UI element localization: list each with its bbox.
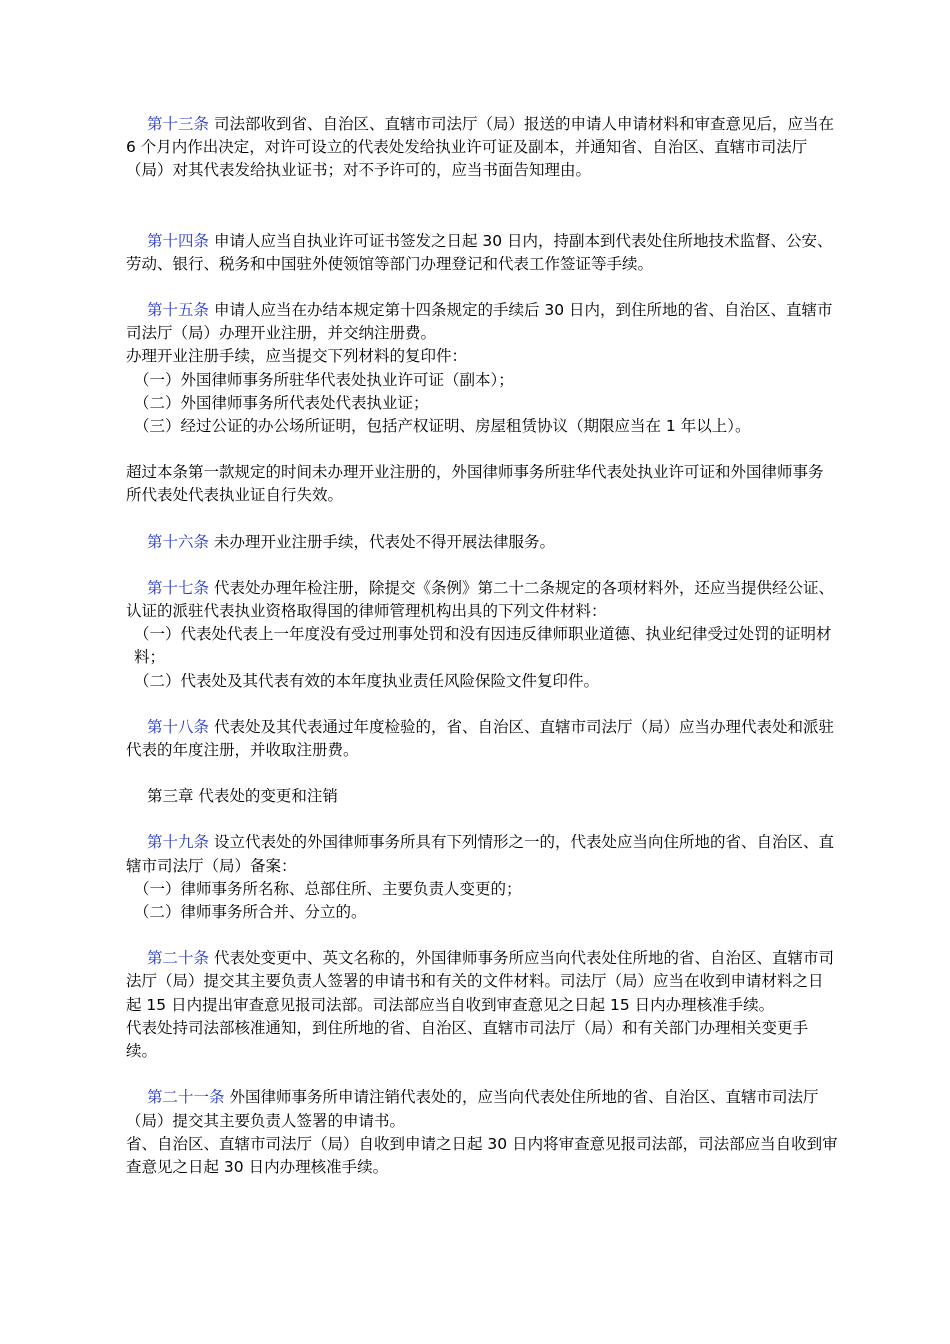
article-21-extra: 省、自治区、直辖市司法厅（局）自收到申请之日起 30 日内将审查意见报司法部，司法部应当自收到审查意见之日起 30 日内办理核准手续。 bbox=[126, 1134, 838, 1176]
article-label: 第十三条 bbox=[147, 115, 210, 133]
list-item: （一）律师事务所名称、总部住所、主要负责人变更的； bbox=[134, 879, 522, 898]
article-15 bbox=[126, 299, 838, 345]
list-item: （一）代表处代表上一年度没有受过刑事处罚和没有因违反律师职业道德、执业纪律受过处罚的证明材料； bbox=[134, 625, 832, 667]
list-item: （二）代表处及其代表有效的本年度执业责任风险保险文件复印件。 bbox=[134, 671, 600, 690]
article-text: 代表处变更中、英文名称的，外国律师事务所应当向代表处住所地的省、自治区、直辖市司法厅（局）提交其主要负责人签署的申请书和有关的文件材料。司法厅（局）应当在收到申请材料之日起 15 日内提出审查意见报司法部。司法部应当自收到审查意见之日起 15 日内办理核准手续。 bbox=[126, 949, 834, 1014]
article-label: 第二十一条 bbox=[147, 1088, 225, 1107]
article-text: 代表处办理年检注册，除提交《条例》第二十二条规定的各项材料外，还应当提供经公证、认证的派驻代表执业资格取得国的律师管理机构出具的下列文件材料： bbox=[126, 578, 834, 621]
article-16 bbox=[126, 531, 838, 554]
article-19 bbox=[126, 831, 838, 877]
list-item: （三）经过公证的办公场所证明，包括产权证明、房屋租赁协议（期限应当在 1 年以上）。 bbox=[134, 417, 751, 436]
article-text: 代表处及其代表通过年度检验的，省、自治区、直辖市司法厅（局）应当办理代表处和派驻代表的年度注册，并收取注册费。 bbox=[126, 717, 834, 760]
document-page bbox=[126, 113, 838, 1179]
article-text: 申请人应当在办结本规定第十四条规定的手续后 30 日内，到住所地的省、自治区、直辖市司法厅（局）办理开业注册，并交纳注册费。 bbox=[126, 301, 833, 343]
article-15-extra: 超过本条第一款规定的时间未办理开业注册的，外国律师事务所驻华代表处执业许可证和外国律师事务所代表处代表执业证自行失效。 bbox=[126, 463, 824, 505]
article-14 bbox=[126, 230, 838, 276]
article-text: 申请人应当自执业许可证书签发之日起 30 日内，持副本到代表处住所地技术监督、公安、劳动、银行、税务和中国驻外使领馆等部门办理登记和代表工作签证等手续。 bbox=[126, 231, 833, 273]
article-label: 第十八条 bbox=[147, 717, 210, 736]
article-text: 外国律师事务所申请注销代表处的，应当向代表处住所地的省、自治区、直辖市司法厅（局）提交其主要负责人签署的申请书。 bbox=[126, 1088, 819, 1130]
article-label: 第十四条 bbox=[147, 231, 210, 250]
article-label: 第十九条 bbox=[147, 833, 210, 852]
article-text: 未办理开业注册手续，代表处不得开展法律服务。 bbox=[209, 532, 555, 551]
article-20-extra: 代表处持司法部核准通知，到住所地的省、自治区、直辖市司法厅（局）和有关部门办理相关变更手续。 bbox=[126, 1018, 809, 1061]
article-label: 第十七条 bbox=[147, 578, 210, 597]
article-20 bbox=[126, 947, 838, 1017]
article-label: 第二十条 bbox=[147, 949, 210, 968]
article-label: 第十六条 bbox=[147, 532, 210, 551]
article-13 bbox=[126, 113, 838, 183]
article-label: 第十五条 bbox=[147, 301, 210, 320]
article-text: 设立代表处的外国律师事务所具有下列情形之一的，代表处应当向住所地的省、自治区、直辖市司法厅（局）备案： bbox=[126, 833, 834, 875]
list-item: （二）外国律师事务所代表处代表执业证； bbox=[134, 393, 429, 412]
article-text: 司法部收到省、自治区、直辖市司法厅（局）报送的申请人申请材料和审查意见后，应当在 6 个月内作出决定，对许可设立的代表处发给执业许可证及副本，并通知省、自治区、直辖市司法厅（局）对其代表发给执业证书；对不予许可的，应当书面告知理由。 bbox=[126, 115, 834, 180]
list-item: （二）律师事务所合并、分立的。 bbox=[134, 903, 367, 922]
article-17 bbox=[126, 577, 838, 623]
chapter-heading: 第三章 代表处的变更和注销 bbox=[147, 787, 338, 806]
list-item: （一）外国律师事务所驻华代表处执业许可证（副本）； bbox=[134, 370, 514, 389]
article-15-intro: 办理开业注册手续，应当提交下列材料的复印件： bbox=[126, 347, 468, 366]
article-18 bbox=[126, 716, 838, 762]
article-21 bbox=[126, 1086, 838, 1132]
